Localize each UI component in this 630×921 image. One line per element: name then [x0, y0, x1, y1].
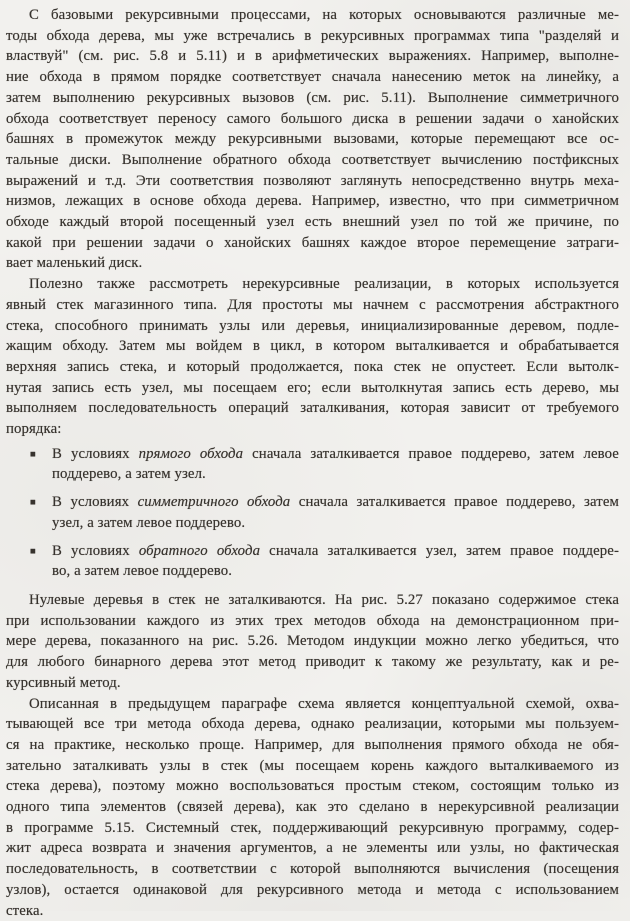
bullet-prefix: В условиях — [52, 494, 129, 510]
text-line: вает маленький диск. — [6, 253, 619, 274]
text-line: выполняем последовательность операций заталкивания, которая зависит от требуемого — [6, 398, 619, 419]
bullet-square-icon: ■ — [30, 541, 52, 563]
text-line: низмов, лежащих в основе обхода дерева. Например, известно, что при симметричном — [6, 191, 619, 212]
text-line: ние обхода в прямом порядке соответствует сначала нанесению меток на линейку, а — [6, 67, 619, 88]
text-line: выражений и т.д. Эти соответствия позволяют заглянуть непосредственно внутрь меха- — [6, 171, 619, 192]
bullet-prefix: В условиях — [52, 543, 130, 559]
text-line: Нулевые деревья в стек не заталкиваются. На рис. 5.27 показано содержимое стека — [6, 590, 619, 611]
text-line: мере дерева, показанного на рис. 5.26. Методом индукции можно легко убедиться, что — [6, 631, 619, 652]
text-line: обходе каждый второй посещенный узел есть внешний узел по той же причине, по — [6, 212, 619, 233]
text-line: тывающей все три метода обхода дерева, однако реализации, которыми мы пользуем- — [6, 714, 619, 735]
text-line: зательно заталкивать узлы в стек (мы посещаем корень каждого выталкиваемого из — [6, 756, 619, 777]
text-line: узел, а затем левое поддерево. — [52, 513, 619, 534]
list-item-postorder — [30, 541, 619, 582]
text-line: тоды обхода дерева, мы уже встречались в рекурсивных программах типа "разделяй и — [6, 26, 619, 47]
text-line: жит адреса возврата и значения аргументов, а не элементы или узлы, но фактическая — [6, 838, 619, 859]
paragraph-conceptual-scheme — [6, 694, 619, 921]
bullet-rest: сначала заталкивается правое поддерево, затем левое — [252, 446, 619, 462]
text-line: в программе 5.15. Системный стек, поддерживающий рекурсивную программу, содер- — [6, 818, 619, 839]
bullet-square-icon: ■ — [30, 492, 52, 514]
text-line: обхода соответствует переносу самого большого диска в решении задачи о ханойских — [6, 109, 619, 130]
text-line: жащим обходу. Затем мы войдем в цикл, в котором выталкивается и обрабатывается — [6, 336, 619, 357]
list-item-preorder — [30, 444, 619, 485]
text-line: курсивный метод. — [6, 673, 619, 694]
text-line: башнях в промежуток между рекурсивными вызовами, которые перемещают все ос- — [6, 129, 619, 150]
traversal-term: обратного обхода — [139, 543, 260, 559]
text-line: стека, способного принимать узлы или деревья, инициализированные деревом, подле- — [6, 316, 619, 337]
text-line: стека дерева), поэтому можно воспользоваться простым стеком, состоящим только из — [6, 776, 619, 797]
text-line: какой при решении задачи о ханойских башнях каждое второе перемещение затраги- — [6, 233, 619, 254]
text-line: последовательность, в соответствии с которой выполняются вычисления (посещения — [6, 859, 619, 880]
bullet-prefix: В условиях — [52, 446, 130, 462]
list-item-text — [52, 541, 619, 582]
text-line — [52, 444, 619, 465]
text-line — [52, 541, 619, 562]
text-line: одного типа элементов (связей дерева), как это сделано в нерекурсивной реализации — [6, 797, 619, 818]
text-line: для любого бинарного дерева этот метод приводит к такому же результату, как и ре- — [6, 652, 619, 673]
list-item-text — [52, 444, 619, 485]
traversal-term: симметричного обхода — [138, 494, 291, 510]
text-line: во, а затем левое поддерево. — [52, 561, 619, 582]
text-line: властвуй" (см. рис. 5.8 и 5.11) и в арифметических выражениях. Например, выполне- — [6, 46, 619, 67]
text-line: узлов), остается одинаковой для рекурсивного метода и метода с использованием — [6, 880, 619, 901]
text-line: ся на практике, несколько проще. Например, для выполнения прямого обхода не обя- — [6, 735, 619, 756]
text-line: Полезно также рассмотреть нерекурсивные реализации, в которых используется — [6, 274, 619, 295]
traversal-order-list — [6, 444, 619, 582]
text-line: тальные диски. Выполнение обратного обхода соответствует вычислению постфиксных — [6, 150, 619, 171]
paragraph-nonrecursive-stack — [6, 274, 619, 440]
text-line: стека. — [6, 901, 619, 921]
paragraph-recursive-processes — [6, 5, 619, 274]
bullet-square-icon: ■ — [30, 444, 52, 466]
text-line — [52, 492, 619, 513]
paragraph-null-trees — [6, 590, 619, 694]
list-item-inorder — [30, 492, 619, 533]
text-line: нутая запись есть узел, мы посещаем его; если вытолкнутая запись есть дерево, мы — [6, 378, 619, 399]
text-line: порядка: — [6, 419, 619, 440]
list-item-text — [52, 492, 619, 533]
traversal-term: прямого обхода — [139, 446, 243, 462]
text-line: явный стек магазинного типа. Для простоты мы начнем с рассмотрения абстрактного — [6, 295, 619, 316]
text-line: Описанная в предыдущем параграфе схема является концептуальной схемой, охва- — [6, 694, 619, 715]
text-line: при использовании каждого из этих трех методов обхода на демонстрационном при- — [6, 611, 619, 632]
text-line: С базовыми рекурсивными процессами, на которых основываются различные ме- — [6, 5, 619, 26]
bullet-rest: сначала заталкивается узел, затем правое поддере- — [269, 543, 619, 559]
bullet-rest: сначала заталкивается правое поддерево, затем — [299, 494, 619, 510]
text-line: затем выполнению рекурсивных вызовов (см. рис. 5.11). Выполнение симметричного — [6, 88, 619, 109]
text-line: поддерево, а затем узел. — [52, 464, 619, 485]
text-line: верхняя запись стека, и который продолжается, пока стек не опустеет. Если вытолк- — [6, 357, 619, 378]
